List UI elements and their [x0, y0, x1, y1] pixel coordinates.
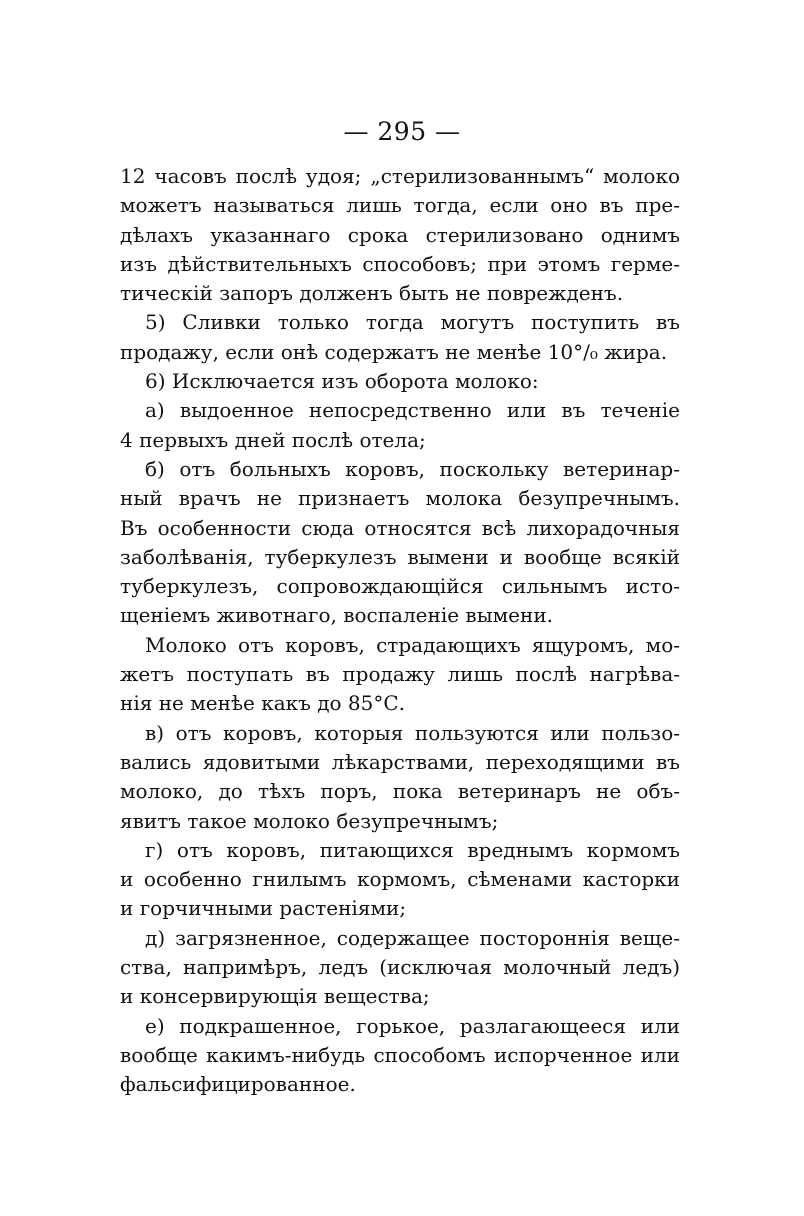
text-line: щеніемъ животнаго, воспаленіе вымени.: [120, 603, 554, 628]
text-line: г) отъ коровъ, питающихся вреднымъ кормомъ: [145, 837, 680, 862]
text-line: Молоко отъ коровъ, страдающихъ ящуромъ, мо-: [145, 632, 680, 657]
text-line: продажу, если онѣ содержатъ не менѣе 10°/₀ жира.: [120, 339, 668, 364]
page-number: — 295 —: [343, 117, 461, 146]
text-line: молоко, до тѣхъ поръ, пока ветеринаръ не объ-: [120, 779, 680, 804]
text-line: е) подкрашенное, горькое, разлагающееся или: [145, 1013, 680, 1038]
text-line: д) загрязненное, содержащее постороннія веще-: [145, 925, 680, 950]
text-line: и особенно гнилымъ кормомъ, сѣменами касторки: [120, 867, 680, 892]
text-line: 5) Сливки только тогда могутъ поступить въ: [145, 310, 680, 335]
text-line: можетъ называться лишь тогда, если оно въ пре-: [120, 193, 680, 218]
text-line: фальсифицированное.: [120, 1072, 356, 1097]
text-line: Въ особенности сюда относятся всѣ лихорадочныя: [120, 515, 680, 540]
text-line: ства, напримѣръ, ледъ (исключая молочный ледъ): [120, 955, 680, 980]
text-line: 6) Исключается изъ оборота молоко:: [145, 369, 539, 394]
text-line: тическій запоръ долженъ быть не поврежденъ.: [120, 281, 624, 306]
body-text: [120, 162, 680, 1100]
text-line: заболѣванія, туберкулезъ вымени и вообще всякій: [120, 544, 680, 569]
text-line: жетъ поступать въ продажу лишь послѣ нагрѣва-: [120, 662, 680, 687]
text-line: явитъ такое молоко безупречнымъ;: [120, 808, 499, 833]
text-line: 4 первыхъ дней послѣ отела;: [120, 427, 426, 452]
text-line: вались ядовитыми лѣкарствами, переходящими въ: [120, 749, 680, 774]
text-line: ный врачъ не признаетъ молока безупречнымъ.: [120, 486, 680, 511]
text-line: и горчичными растеніями;: [120, 896, 407, 921]
text-line: в) отъ коровъ, которыя пользуются или пользо-: [145, 720, 680, 745]
text-line: вообще какимъ-нибудь способомъ испорченное или: [120, 1042, 680, 1067]
text-line: а) выдоенное непосредственно или въ теченіе: [145, 398, 680, 423]
text-line: изъ дѣйствительныхъ способовъ; при этомъ герме-: [120, 251, 680, 276]
text-line: 12 часовъ послѣ удоя; „стерилизованнымъ“ молоко: [120, 164, 680, 188]
text-line: и консервирующія вещества;: [120, 984, 430, 1009]
text-line: туберкулезъ, сопровождающійся сильнымъ исто-: [120, 574, 680, 599]
text-line: дѣлахъ указаннаго срока стерилизовано однимъ: [120, 222, 680, 247]
text-line: б) отъ больныхъ коровъ, поскольку ветеринар-: [145, 456, 680, 481]
text-line: нія не менѣе какъ до 85°С.: [120, 691, 406, 716]
